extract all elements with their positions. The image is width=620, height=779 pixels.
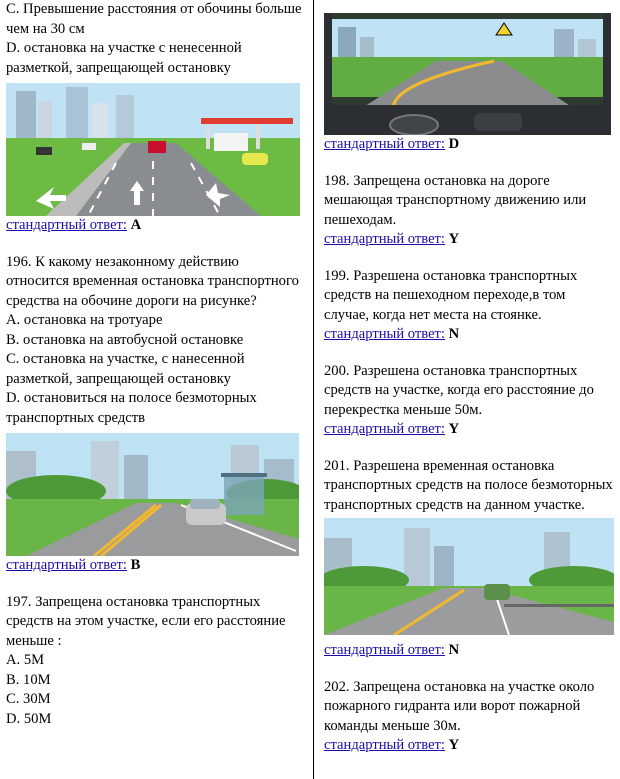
q196-option: A. остановка на тротуаре <box>6 312 163 328</box>
answer-link[interactable]: стандартный ответ: <box>6 217 127 233</box>
q200-answer <box>324 420 614 440</box>
answer-value: A <box>130 217 142 233</box>
answer-link[interactable]: стандартный ответ: <box>324 326 445 342</box>
q202-answer <box>324 736 614 756</box>
q196-question: 196. К какому незаконному действию относится временная остановка транспортного средства на обочине дороги на рисунке? <box>6 253 299 309</box>
answer-link[interactable]: стандартный ответ: <box>324 421 445 437</box>
answer-link[interactable]: стандартный ответ: <box>324 136 445 152</box>
q197-answer <box>324 135 614 155</box>
q202-question: 202. Запрещена остановка на участке около пожарного гидранта или ворот пожарной команды меньше 30м. <box>324 678 595 734</box>
left-column <box>6 0 302 729</box>
driver-view-illustration <box>324 13 611 135</box>
q196-option: C. остановка на участке, с нанесенной разметкой, запрещающей остановку <box>6 351 245 387</box>
q196-option: D. остановиться на полосе безмоторных транспортных средств <box>6 390 257 426</box>
q197-option: D. 50M <box>6 710 52 727</box>
q197-option: A. 5M <box>6 652 45 668</box>
q199-question: 199. Разрешена остановка транспортных средств на пешеходном переходе,в том случае, когда нет места на стоянке. <box>324 267 578 323</box>
q197-question: 197. Запрещена остановка транспортных средств на этом участке, если его расстояние меньше : <box>6 593 286 649</box>
q200-question: 200. Разрешена остановка транспортных средств на участке, когда его расстояние до перекрестка меньше 50м. <box>324 362 594 418</box>
q196-answer <box>6 556 302 576</box>
answer-value: B <box>130 557 141 573</box>
q195-option-c: C. Превышение расстояния от обочины больше чем на 30 см <box>6 1 302 37</box>
answer-link[interactable]: стандартный ответ: <box>6 557 127 573</box>
answer-link[interactable]: стандартный ответ: <box>324 642 445 658</box>
column-divider <box>313 0 314 779</box>
q198-answer <box>324 230 614 250</box>
bike-lane-road-illustration <box>324 518 614 635</box>
answer-value: N <box>448 326 460 342</box>
q197-option: B. 10M <box>6 671 51 688</box>
q201-answer <box>324 641 614 661</box>
answer-value: N <box>448 642 460 658</box>
answer-link[interactable]: стандартный ответ: <box>324 737 445 753</box>
answer-value: Y <box>448 421 460 437</box>
answer-value: Y <box>448 231 460 247</box>
q195-option-d: D. остановка на участке с ненесенной разметкой, запрещающей остановку <box>6 40 242 76</box>
q197-option: C. 30M <box>6 691 51 707</box>
q196-option: B. остановка на автобусной остановке <box>6 331 244 348</box>
right-column <box>324 0 614 756</box>
q198-question: 198. Запрещена остановка на дороге мешающая транспортному движению или пешеходам. <box>324 172 587 228</box>
answer-value: Y <box>448 737 460 753</box>
bus-stop-road-illustration <box>6 433 299 556</box>
q195-answer <box>6 216 302 236</box>
q201-question: 201. Разрешена временная остановка транспортных средств на полосе безмоторных транспортных средств на данном участке. <box>324 457 613 513</box>
q199-answer <box>324 325 614 345</box>
gas-station-road-illustration <box>6 83 300 216</box>
answer-value: D <box>448 136 460 152</box>
answer-link[interactable]: стандартный ответ: <box>324 231 445 247</box>
